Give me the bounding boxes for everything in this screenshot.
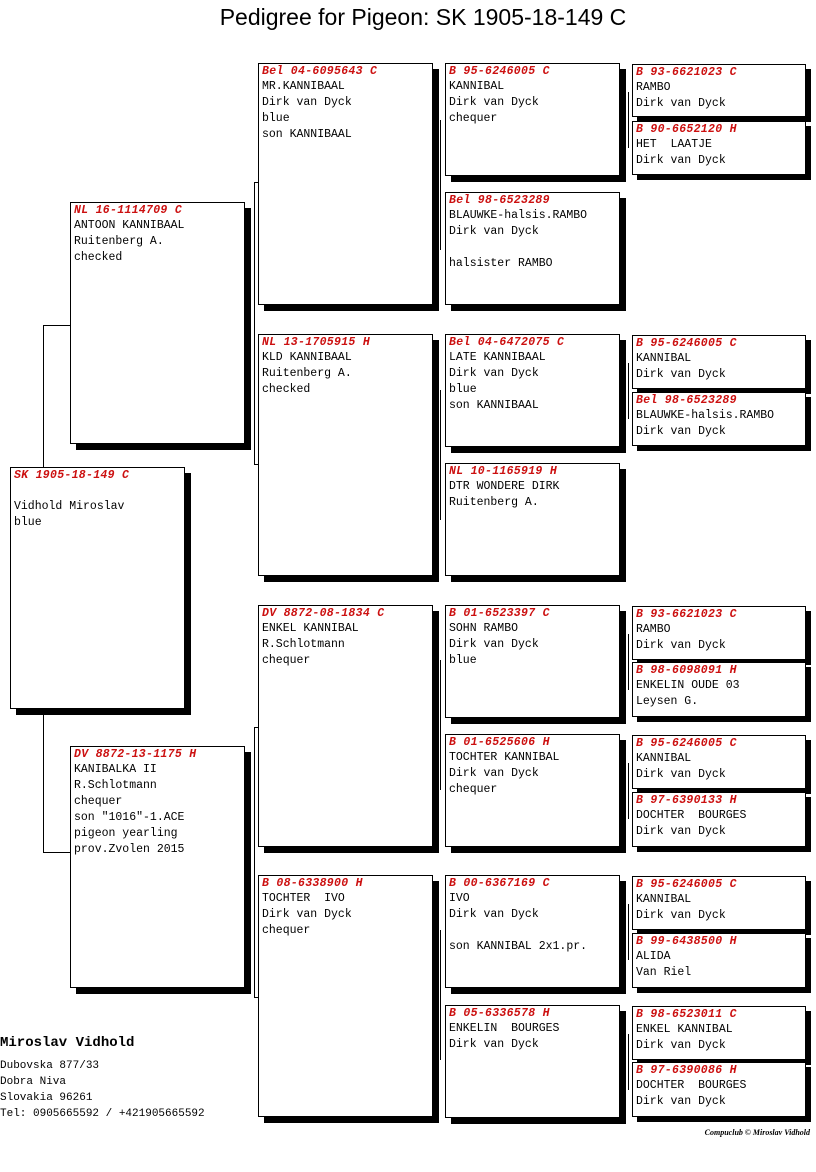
info-line: chequer: [449, 783, 498, 796]
ring-number: SK 1905-18-149 C: [14, 469, 130, 482]
ancestor-card: [632, 121, 806, 175]
ring-number: B 95-6246005 C: [449, 65, 550, 78]
ancestor-card: [632, 1006, 806, 1060]
info-line: son KANNIBAAL: [449, 399, 539, 412]
ancestor-card: [632, 662, 806, 717]
ring-number: DV 8872-08-1834 C: [262, 607, 385, 620]
connector-line: [440, 390, 441, 520]
info-line: Vidhold Miroslav: [14, 500, 125, 513]
ancestor-card: [632, 1062, 806, 1117]
subject-pigeon-card: [10, 467, 185, 709]
connector-line: [628, 92, 629, 148]
info-line: Ruitenberg A.: [262, 367, 352, 380]
info-line: RAMBO: [636, 623, 671, 636]
info-line: DTR WONDERE DIRK: [449, 480, 560, 493]
info-line: halsister RAMBO: [449, 257, 553, 270]
ring-number: B 95-6246005 C: [636, 878, 737, 891]
info-line: son "1016"-1.ACE: [74, 811, 185, 824]
info-line: KANIBALKA II: [74, 763, 157, 776]
ring-number: B 93-6621023 C: [636, 608, 737, 621]
owner-street: Dubovska 877/33: [0, 1060, 100, 1072]
ring-number: B 98-6523011 C: [636, 1008, 737, 1021]
great-grandparent-card: [445, 734, 620, 847]
connector-line: [440, 120, 441, 250]
ancestor-card: [632, 876, 806, 930]
info-line: Dirk van Dyck: [636, 1095, 726, 1108]
footer-copyright: Compuclub © Miroslav Vidhold: [704, 1128, 810, 1137]
info-line: Dirk van Dyck: [449, 225, 539, 238]
great-grandparent-card: [445, 192, 620, 305]
connector-line: [440, 660, 441, 790]
info-line: Dirk van Dyck: [449, 767, 539, 780]
info-line: Leysen G.: [636, 695, 699, 708]
info-line: MR.KANNIBAAL: [262, 80, 345, 93]
ring-number: B 97-6390133 H: [636, 794, 737, 807]
ring-number: B 98-6098091 H: [636, 664, 737, 677]
connector-line: [43, 852, 70, 853]
ancestor-card: [632, 392, 806, 446]
owner-name: Miroslav Vidhold: [0, 1035, 135, 1051]
ancestor-card: [632, 735, 806, 789]
info-line: Dirk van Dyck: [636, 97, 726, 110]
info-line: ENKEL KANNIBAL: [262, 622, 359, 635]
info-line: Dirk van Dyck: [636, 825, 726, 838]
info-line: [14, 483, 181, 499]
connector-line: [628, 763, 629, 819]
info-line: Dirk van Dyck: [262, 908, 352, 921]
info-line: KANNIBAL: [636, 893, 692, 906]
info-line: Van Riel: [636, 966, 692, 979]
ring-number: Bel 98-6523289: [636, 394, 737, 407]
connector-line: [43, 325, 70, 326]
info-line: SOHN RAMBO: [449, 622, 519, 635]
info-line: prov.Zvolen 2015: [74, 843, 185, 856]
info-line: Dirk van Dyck: [449, 638, 539, 651]
connector-line: [628, 634, 629, 690]
info-line: chequer: [449, 112, 498, 125]
ancestor-card: [632, 792, 806, 847]
info-line: blue: [14, 516, 42, 529]
great-grandparent-card: [445, 1005, 620, 1118]
ring-number: Bel 04-6095643 C: [262, 65, 378, 78]
ancestor-card: [632, 335, 806, 389]
info-line: ALIDA: [636, 950, 671, 963]
info-line: Dirk van Dyck: [449, 1038, 539, 1051]
info-line: DOCHTER BOURGES: [636, 1079, 747, 1092]
info-line: TOCHTER IVO: [262, 892, 345, 905]
info-line: KANNIBAL: [636, 352, 692, 365]
info-line: chequer: [262, 654, 311, 667]
ring-number: B 00-6367169 C: [449, 877, 550, 890]
info-line: Ruitenberg A.: [74, 235, 164, 248]
connector-line: [43, 325, 44, 468]
ring-number: Bel 04-6472075 C: [449, 336, 565, 349]
ring-number: B 90-6652120 H: [636, 123, 737, 136]
owner-phone: Tel: 0905665592 / +421905665592: [0, 1108, 205, 1120]
great-grandparent-card: [445, 605, 620, 718]
info-line: KANNIBAL: [449, 80, 505, 93]
info-line: LATE KANNIBAAL: [449, 351, 546, 364]
grandsire-maternal-card: [258, 605, 433, 847]
info-line: KANNIBAL: [636, 752, 692, 765]
info-line: Dirk van Dyck: [449, 96, 539, 109]
info-line: R.Schlotmann: [74, 779, 157, 792]
connector-line: [43, 709, 44, 852]
ring-number: B 01-6523397 C: [449, 607, 550, 620]
ring-number: B 01-6525606 H: [449, 736, 550, 749]
ancestor-card: [632, 933, 806, 988]
info-line: chequer: [74, 795, 123, 808]
ring-number: B 97-6390086 H: [636, 1064, 737, 1077]
info-line: Dirk van Dyck: [262, 96, 352, 109]
info-line: blue: [449, 654, 477, 667]
info-line: checked: [74, 251, 123, 264]
dam-card: [70, 746, 245, 988]
info-line: Dirk van Dyck: [636, 768, 726, 781]
info-line: ENKELIN BOURGES: [449, 1022, 560, 1035]
info-line: son KANNIBAAL: [262, 128, 352, 141]
info-line: blue: [449, 383, 477, 396]
info-line: blue: [262, 112, 290, 125]
info-line: chequer: [262, 924, 311, 937]
info-line: HET LAATJE: [636, 138, 712, 151]
connector-line: [628, 1034, 629, 1090]
info-line: Dirk van Dyck: [636, 425, 726, 438]
ring-number: DV 8872-13-1175 H: [74, 748, 197, 761]
info-line: R.Schlotmann: [262, 638, 345, 651]
sire-card: [70, 202, 245, 444]
info-line: [449, 240, 616, 256]
info-line: checked: [262, 383, 311, 396]
info-line: KLD KANNIBAAL: [262, 351, 352, 364]
ring-number: B 05-6336578 H: [449, 1007, 550, 1020]
info-line: RAMBO: [636, 81, 671, 94]
info-line: Dirk van Dyck: [636, 909, 726, 922]
info-line: BLAUWKE-halsis.RAMBO: [449, 209, 588, 222]
ring-number: NL 10-1165919 H: [449, 465, 558, 478]
ancestor-card: [632, 606, 806, 660]
ring-number: B 93-6621023 C: [636, 66, 737, 79]
info-line: ANTOON KANNIBAAL: [74, 219, 185, 232]
info-line: DOCHTER BOURGES: [636, 809, 747, 822]
granddam-paternal-card: [258, 334, 433, 576]
connector-line: [254, 727, 255, 997]
connector-line: [628, 363, 629, 419]
info-line: TOCHTER KANNIBAL: [449, 751, 560, 764]
info-line: BLAUWKE-halsis.RAMBO: [636, 409, 775, 422]
ring-number: B 99-6438500 H: [636, 935, 737, 948]
owner-country: Slovakia 96261: [0, 1092, 93, 1104]
ring-number: B 08-6338900 H: [262, 877, 363, 890]
connector-line: [440, 930, 441, 1060]
info-line: Dirk van Dyck: [636, 368, 726, 381]
great-grandparent-card: [445, 463, 620, 576]
ring-number: Bel 98-6523289: [449, 194, 550, 207]
info-line: Dirk van Dyck: [449, 367, 539, 380]
info-line: IVO: [449, 892, 470, 905]
info-line: ENKEL KANNIBAL: [636, 1023, 733, 1036]
ring-number: NL 16-1114709 C: [74, 204, 183, 217]
ancestor-card: [632, 64, 806, 117]
info-line: pigeon yearling: [74, 827, 178, 840]
great-grandparent-card: [445, 334, 620, 447]
connector-line: [628, 904, 629, 960]
info-line: [449, 923, 616, 939]
info-line: ENKELIN OUDE 03: [636, 679, 740, 692]
info-line: Dirk van Dyck: [636, 1039, 726, 1052]
page-title: Pedigree for Pigeon: SK 1905-18-149 C: [219, 4, 627, 30]
info-line: Dirk van Dyck: [636, 639, 726, 652]
ring-number: B 95-6246005 C: [636, 337, 737, 350]
info-line: Dirk van Dyck: [449, 908, 539, 921]
ring-number: NL 13-1705915 H: [262, 336, 371, 349]
owner-city: Dobra Niva: [0, 1076, 67, 1088]
info-line: Dirk van Dyck: [636, 154, 726, 167]
great-grandparent-card: [445, 63, 620, 176]
info-line: son KANNIBAL 2x1.pr.: [449, 940, 588, 953]
ring-number: B 95-6246005 C: [636, 737, 737, 750]
grandsire-paternal-card: [258, 63, 433, 305]
info-line: Ruitenberg A.: [449, 496, 539, 509]
granddam-maternal-card: [258, 875, 433, 1117]
great-grandparent-card: [445, 875, 620, 988]
connector-line: [254, 182, 255, 464]
